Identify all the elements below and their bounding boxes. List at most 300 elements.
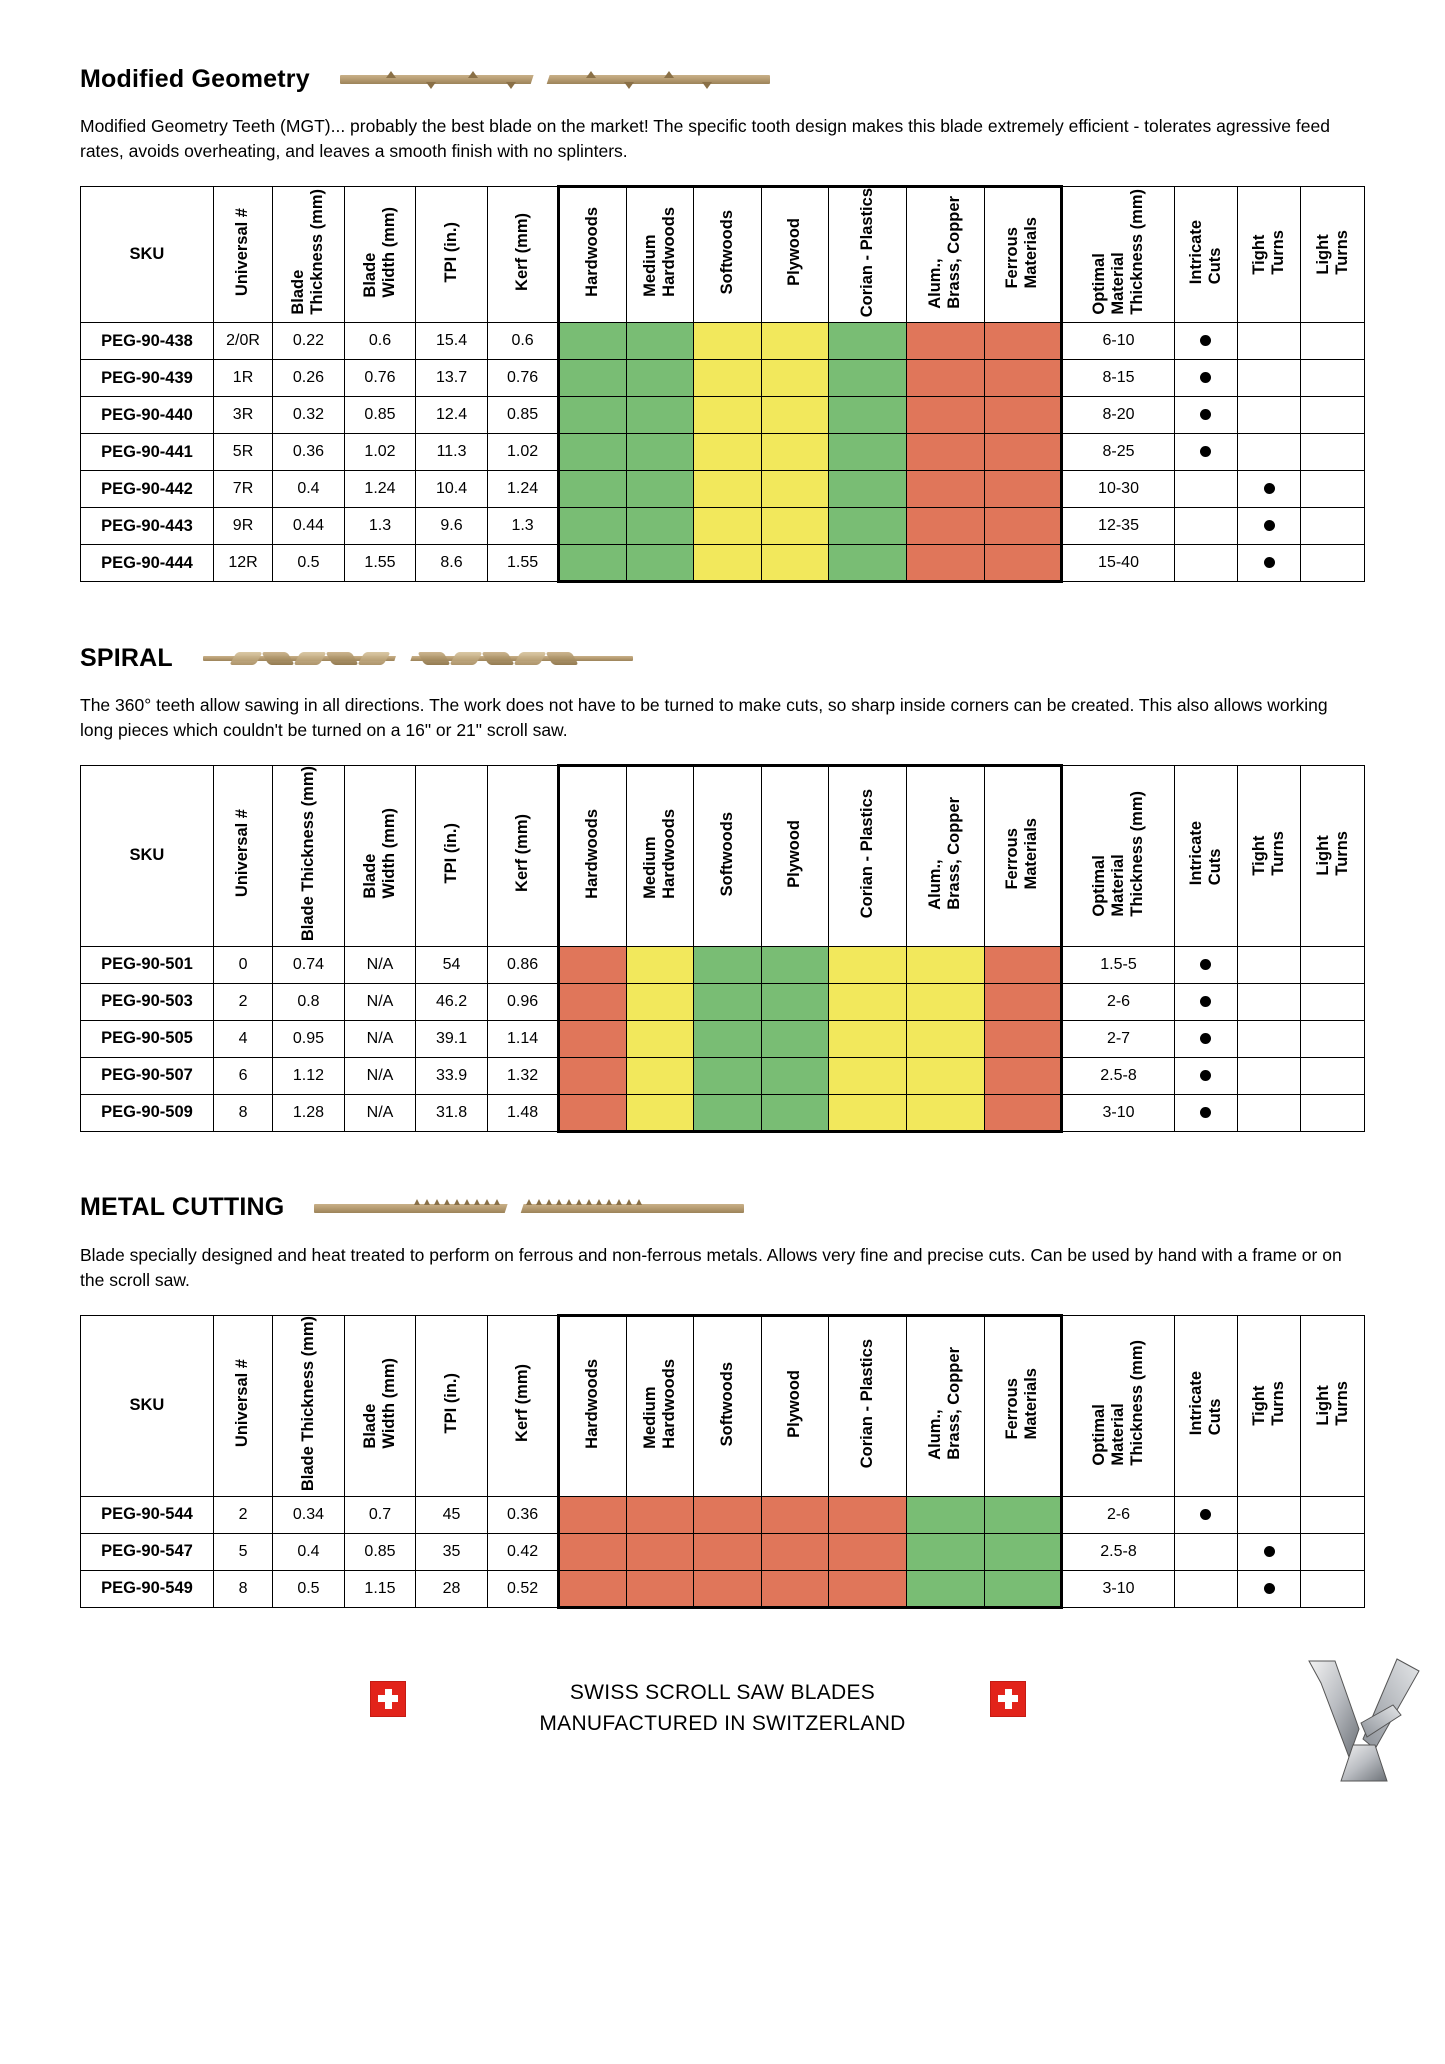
col-kerf: Kerf (mm) [487,765,559,946]
cell-optimal-thickness: 3-10 [1062,1570,1174,1607]
cell-rating-hardwoods [559,1020,626,1057]
cell-rating-alum-brass-copper [906,946,984,983]
cell-rating-corian-plastics [829,1570,907,1607]
cell-light-turns [1301,1020,1365,1057]
table-header-row [81,186,1365,322]
col-softwoods: Softwoods [694,1315,761,1496]
cell-rating-corian-plastics [829,323,907,360]
cell-kerf: 0.76 [487,360,559,397]
cell-rating-plywood [761,1496,828,1533]
section-header [80,62,1365,96]
cell-rating-hardwoods [559,983,626,1020]
col-blade-thickness: Blade Thickness (mm) [273,765,345,946]
cell-tpi: 33.9 [416,1057,488,1094]
cell-rating-corian-plastics [829,471,907,508]
table-row [81,434,1365,471]
cell-rating-alum-brass-copper [906,983,984,1020]
cell-light-turns [1301,434,1365,471]
blade-specs-table-mgt [80,185,1365,583]
cell-rating-ferrous-materials [984,323,1062,360]
cell-rating-alum-brass-copper [906,1094,984,1131]
table-row [81,983,1365,1020]
col-tight-turns: Tight Turns [1238,1315,1301,1496]
cell-rating-medium-hardwoods [626,1020,693,1057]
cell-blade-thickness: 0.34 [273,1496,345,1533]
cell-optimal-thickness: 8-20 [1062,397,1174,434]
col-universal: Universal # [213,186,272,322]
cell-rating-hardwoods [559,397,626,434]
cell-sku: PEG-90-438 [81,323,214,360]
cell-rating-medium-hardwoods [626,1533,693,1570]
cell-blade-width: 0.7 [344,1496,416,1533]
cell-rating-hardwoods [559,508,626,545]
cell-tight-turns [1238,1057,1301,1094]
section-spiral [0,583,1445,1133]
table-row [81,1496,1365,1533]
col-intricate-cuts: Intricate Cuts [1174,186,1237,322]
col-universal: Universal # [213,1315,272,1496]
col-corian-plastics: Corian - Plastics [829,1315,907,1496]
cell-tpi: 54 [416,946,488,983]
cell-rating-medium-hardwoods [626,1570,693,1607]
cell-rating-corian-plastics [829,545,907,582]
cell-rating-softwoods [694,545,761,582]
cell-rating-hardwoods [559,360,626,397]
cell-tpi: 9.6 [416,508,488,545]
cell-sku: PEG-90-439 [81,360,214,397]
cell-tight-turns [1238,1094,1301,1131]
cell-kerf: 0.42 [487,1533,559,1570]
cell-universal: 9R [213,508,272,545]
cell-tpi: 15.4 [416,323,488,360]
cell-rating-softwoods [694,360,761,397]
col-light-turns: Light Turns [1301,186,1365,322]
cell-universal: 3R [213,397,272,434]
cell-rating-hardwoods [559,471,626,508]
cell-light-turns [1301,323,1365,360]
cell-rating-corian-plastics [829,946,907,983]
cell-rating-medium-hardwoods [626,397,693,434]
col-ferrous-materials: Ferrous Materials [984,765,1062,946]
cell-rating-ferrous-materials [984,545,1062,582]
cell-blade-width: N/A [344,1020,416,1057]
cell-rating-alum-brass-copper [906,1496,984,1533]
col-alum-brass-copper: Alum., Brass, Copper [906,186,984,322]
cell-kerf: 0.6 [487,323,559,360]
cell-rating-softwoods [694,1570,761,1607]
col-optimal-thickness: Optimal Material Thickness (mm) [1062,186,1174,322]
table-header-row [81,1315,1365,1496]
cell-blade-width: 0.76 [344,360,416,397]
cell-rating-softwoods [694,946,761,983]
section-title: Modified Geometry [80,64,310,93]
cell-blade-thickness: 0.8 [273,983,345,1020]
section-modified-geometry [0,0,1445,583]
cell-universal: 2/0R [213,323,272,360]
cell-blade-thickness: 0.5 [273,545,345,582]
col-universal: Universal # [213,765,272,946]
table-row [81,946,1365,983]
cell-rating-medium-hardwoods [626,946,693,983]
section-title: METAL CUTTING [80,1193,285,1222]
cell-blade-width: N/A [344,1094,416,1131]
col-ferrous-materials: Ferrous Materials [984,186,1062,322]
footer-text [0,1677,1445,1740]
cell-rating-medium-hardwoods [626,545,693,582]
table-body [81,323,1365,582]
cell-rating-plywood [761,1094,828,1131]
col-plywood: Plywood [761,1315,828,1496]
cell-tpi: 10.4 [416,471,488,508]
cell-blade-width: 1.3 [344,508,416,545]
cell-tight-turns [1238,545,1301,582]
cell-tpi: 28 [416,1570,488,1607]
col-sku: SKU [81,765,214,946]
col-ferrous-materials: Ferrous Materials [984,1315,1062,1496]
col-corian-plastics: Corian - Plastics [829,186,907,322]
cell-intricate-cuts [1174,1570,1237,1607]
cell-rating-softwoods [694,1057,761,1094]
cell-blade-thickness: 0.32 [273,397,345,434]
footer-line-1: SWISS SCROLL SAW BLADES [569,1680,876,1704]
cell-rating-alum-brass-copper [906,545,984,582]
cell-rating-ferrous-materials [984,1533,1062,1570]
cell-rating-alum-brass-copper [906,508,984,545]
cell-universal: 5R [213,434,272,471]
cell-sku: PEG-90-547 [81,1533,214,1570]
cell-intricate-cuts [1174,1057,1237,1094]
mgt-blade-illustration [340,62,770,96]
cell-rating-ferrous-materials [984,946,1062,983]
cell-intricate-cuts [1174,946,1237,983]
cell-rating-hardwoods [559,323,626,360]
cell-light-turns [1301,360,1365,397]
cell-tight-turns [1238,1020,1301,1057]
cell-rating-hardwoods [559,1094,626,1131]
cell-rating-plywood [761,508,828,545]
section-title: SPIRAL [80,643,173,672]
cell-rating-medium-hardwoods [626,1496,693,1533]
cell-rating-softwoods [694,1496,761,1533]
col-intricate-cuts: Intricate Cuts [1174,765,1237,946]
table-row [81,1057,1365,1094]
cell-rating-ferrous-materials [984,1057,1062,1094]
col-tpi: TPI (in.) [416,765,488,946]
cell-intricate-cuts [1174,1496,1237,1533]
cell-rating-softwoods [694,1020,761,1057]
cell-rating-plywood [761,360,828,397]
cell-intricate-cuts [1174,1533,1237,1570]
cell-kerf: 1.55 [487,545,559,582]
cell-rating-plywood [761,1057,828,1094]
cell-optimal-thickness: 15-40 [1062,545,1174,582]
col-sku: SKU [81,186,214,322]
cell-rating-alum-brass-copper [906,1057,984,1094]
cell-universal: 0 [213,946,272,983]
cell-tight-turns [1238,471,1301,508]
cell-blade-thickness: 1.12 [273,1057,345,1094]
cell-rating-corian-plastics [829,360,907,397]
cell-blade-width: 1.55 [344,545,416,582]
col-light-turns: Light Turns [1301,765,1365,946]
cell-rating-medium-hardwoods [626,360,693,397]
cell-light-turns [1301,983,1365,1020]
col-medium-hardwoods: Medium Hardwoods [626,1315,693,1496]
cell-optimal-thickness: 2-7 [1062,1020,1174,1057]
cell-rating-hardwoods [559,1533,626,1570]
cell-rating-alum-brass-copper [906,1533,984,1570]
cell-universal: 4 [213,1020,272,1057]
cell-rating-ferrous-materials [984,434,1062,471]
cell-rating-ferrous-materials [984,360,1062,397]
cell-optimal-thickness: 3-10 [1062,1094,1174,1131]
col-tpi: TPI (in.) [416,186,488,322]
cell-rating-alum-brass-copper [906,1020,984,1057]
cell-universal: 1R [213,360,272,397]
cell-blade-thickness: 0.22 [273,323,345,360]
cell-rating-hardwoods [559,545,626,582]
cell-optimal-thickness: 6-10 [1062,323,1174,360]
col-sku: SKU [81,1315,214,1496]
col-softwoods: Softwoods [694,186,761,322]
cell-rating-corian-plastics [829,508,907,545]
cell-tpi: 46.2 [416,983,488,1020]
cell-universal: 12R [213,545,272,582]
cell-sku: PEG-90-441 [81,434,214,471]
cell-rating-alum-brass-copper [906,1570,984,1607]
cell-light-turns [1301,1496,1365,1533]
cell-rating-ferrous-materials [984,471,1062,508]
cell-sku: PEG-90-549 [81,1570,214,1607]
cell-optimal-thickness: 2.5-8 [1062,1057,1174,1094]
cell-rating-alum-brass-copper [906,471,984,508]
cell-rating-plywood [761,471,828,508]
cell-tpi: 8.6 [416,545,488,582]
section-description: Blade specially designed and heat treated to perform on ferrous and non-ferrous metals. Allows very fine and precise cuts. Can be used by hand with a frame or on the scroll saw. [80,1244,1342,1291]
cell-rating-hardwoods [559,1570,626,1607]
cell-sku: PEG-90-503 [81,983,214,1020]
cell-rating-medium-hardwoods [626,323,693,360]
table-header-row [81,765,1365,946]
table-body [81,946,1365,1131]
cell-light-turns [1301,946,1365,983]
table-row [81,1020,1365,1057]
cell-tight-turns [1238,434,1301,471]
col-hardwoods: Hardwoods [559,765,626,946]
col-alum-brass-copper: Alum., Brass, Copper [906,765,984,946]
cell-rating-ferrous-materials [984,1020,1062,1057]
col-kerf: Kerf (mm) [487,1315,559,1496]
cell-tpi: 11.3 [416,434,488,471]
cell-intricate-cuts [1174,434,1237,471]
cell-rating-corian-plastics [829,434,907,471]
table-row [81,471,1365,508]
cell-blade-thickness: 0.26 [273,360,345,397]
table-row [81,1094,1365,1131]
cell-sku: PEG-90-442 [81,471,214,508]
cell-blade-thickness: 0.4 [273,1533,345,1570]
cell-sku: PEG-90-440 [81,397,214,434]
section-header [80,641,1365,675]
cell-optimal-thickness: 2.5-8 [1062,1533,1174,1570]
cell-rating-plywood [761,1020,828,1057]
cell-rating-hardwoods [559,946,626,983]
cell-blade-thickness: 0.74 [273,946,345,983]
col-alum-brass-copper: Alum., Brass, Copper [906,1315,984,1496]
cell-rating-softwoods [694,434,761,471]
cell-rating-softwoods [694,983,761,1020]
col-corian-plastics: Corian - Plastics [829,765,907,946]
cell-rating-plywood [761,545,828,582]
cell-tpi: 45 [416,1496,488,1533]
cell-rating-ferrous-materials [984,1570,1062,1607]
cell-rating-corian-plastics [829,1020,907,1057]
col-tight-turns: Tight Turns [1238,765,1301,946]
cell-rating-ferrous-materials [984,1094,1062,1131]
cell-optimal-thickness: 2-6 [1062,1496,1174,1533]
cell-rating-medium-hardwoods [626,1094,693,1131]
cell-blade-thickness: 0.5 [273,1570,345,1607]
cell-rating-softwoods [694,397,761,434]
cell-rating-plywood [761,434,828,471]
cell-rating-alum-brass-copper [906,397,984,434]
cell-tight-turns [1238,946,1301,983]
col-softwoods: Softwoods [694,765,761,946]
cell-optimal-thickness: 8-25 [1062,434,1174,471]
cell-rating-hardwoods [559,434,626,471]
cell-rating-plywood [761,1533,828,1570]
cell-tight-turns [1238,1496,1301,1533]
col-plywood: Plywood [761,765,828,946]
cell-blade-width: N/A [344,1057,416,1094]
cell-kerf: 0.96 [487,983,559,1020]
cell-blade-thickness: 0.44 [273,508,345,545]
cell-sku: PEG-90-507 [81,1057,214,1094]
cell-rating-ferrous-materials [984,508,1062,545]
cell-light-turns [1301,471,1365,508]
section-description: The 360° teeth allow sawing in all directions. The work does not have to be turned to make cuts, so sharp inside corners can be created. This also allows working long pieces which couldn't be turned on a 16" or 21" scroll saw. [80,695,1328,741]
table-row [81,1533,1365,1570]
cell-rating-plywood [761,323,828,360]
cell-rating-plywood [761,946,828,983]
cell-rating-hardwoods [559,1496,626,1533]
cell-intricate-cuts [1174,1020,1237,1057]
col-blade-thickness: Blade Thickness (mm) [273,1315,345,1496]
col-tight-turns: Tight Turns [1238,186,1301,322]
cell-blade-width: 1.24 [344,471,416,508]
cell-optimal-thickness: 1.5-5 [1062,946,1174,983]
blade-specs-table-metal [80,1314,1365,1609]
manufacturer-logo [1301,1653,1423,1785]
footer-line-2: MANUFACTURED IN SWITZERLAND [539,1712,906,1736]
table-row [81,545,1365,582]
cell-universal: 6 [213,1057,272,1094]
cell-blade-width: 0.6 [344,323,416,360]
cell-rating-medium-hardwoods [626,434,693,471]
table-row [81,397,1365,434]
section-description: Modified Geometry Teeth (MGT)... probably the best blade on the market! The specific tooth design makes this blade extremely efficient - tolerates agressive feed rates, avoids overheating, and leaves a smooth finish with no splinters. [80,116,1330,162]
cell-universal: 2 [213,983,272,1020]
cell-light-turns [1301,1094,1365,1131]
cell-blade-thickness: 0.95 [273,1020,345,1057]
cell-light-turns [1301,397,1365,434]
cell-optimal-thickness: 2-6 [1062,983,1174,1020]
cell-rating-ferrous-materials [984,983,1062,1020]
spiral-blade-illustration [203,641,633,675]
cell-sku: PEG-90-444 [81,545,214,582]
cell-rating-plywood [761,397,828,434]
col-medium-hardwoods: Medium Hardwoods [626,765,693,946]
table-row [81,1570,1365,1607]
cell-universal: 2 [213,1496,272,1533]
cell-light-turns [1301,1570,1365,1607]
cell-intricate-cuts [1174,545,1237,582]
col-blade-thickness: Blade Thickness (mm) [273,186,345,322]
section-metal-cutting [0,1133,1445,1609]
col-intricate-cuts: Intricate Cuts [1174,1315,1237,1496]
cell-intricate-cuts [1174,397,1237,434]
cell-rating-medium-hardwoods [626,983,693,1020]
table-row [81,508,1365,545]
cell-intricate-cuts [1174,508,1237,545]
cell-tight-turns [1238,508,1301,545]
blade-specs-table-spiral [80,764,1365,1133]
cell-sku: PEG-90-505 [81,1020,214,1057]
cell-sku: PEG-90-501 [81,946,214,983]
cell-rating-softwoods [694,323,761,360]
cell-blade-thickness: 0.4 [273,471,345,508]
cell-kerf: 1.02 [487,434,559,471]
cell-light-turns [1301,545,1365,582]
cell-rating-plywood [761,1570,828,1607]
cell-blade-width: 1.15 [344,1570,416,1607]
cell-rating-medium-hardwoods [626,1057,693,1094]
cell-kerf: 0.86 [487,946,559,983]
cell-kerf: 1.14 [487,1020,559,1057]
cell-rating-softwoods [694,1533,761,1570]
col-blade-width: Blade Width (mm) [344,186,416,322]
cell-rating-corian-plastics [829,1496,907,1533]
cell-light-turns [1301,1533,1365,1570]
cell-intricate-cuts [1174,471,1237,508]
cell-intricate-cuts [1174,983,1237,1020]
cell-tpi: 31.8 [416,1094,488,1131]
cell-kerf: 1.24 [487,471,559,508]
col-hardwoods: Hardwoods [559,1315,626,1496]
col-plywood: Plywood [761,186,828,322]
cell-rating-softwoods [694,1094,761,1131]
cell-tpi: 12.4 [416,397,488,434]
cell-kerf: 1.48 [487,1094,559,1131]
col-optimal-thickness: Optimal Material Thickness (mm) [1062,765,1174,946]
cell-tpi: 13.7 [416,360,488,397]
cell-intricate-cuts [1174,323,1237,360]
cell-tight-turns [1238,1533,1301,1570]
cell-rating-medium-hardwoods [626,471,693,508]
cell-tight-turns [1238,360,1301,397]
table-row [81,323,1365,360]
cell-rating-alum-brass-copper [906,434,984,471]
cell-kerf: 0.52 [487,1570,559,1607]
cell-kerf: 1.32 [487,1057,559,1094]
cell-rating-alum-brass-copper [906,323,984,360]
metal-cutting-blade-illustration [314,1191,744,1225]
cell-sku: PEG-90-443 [81,508,214,545]
cell-tight-turns [1238,323,1301,360]
cell-rating-ferrous-materials [984,1496,1062,1533]
cell-light-turns [1301,1057,1365,1094]
cell-optimal-thickness: 8-15 [1062,360,1174,397]
